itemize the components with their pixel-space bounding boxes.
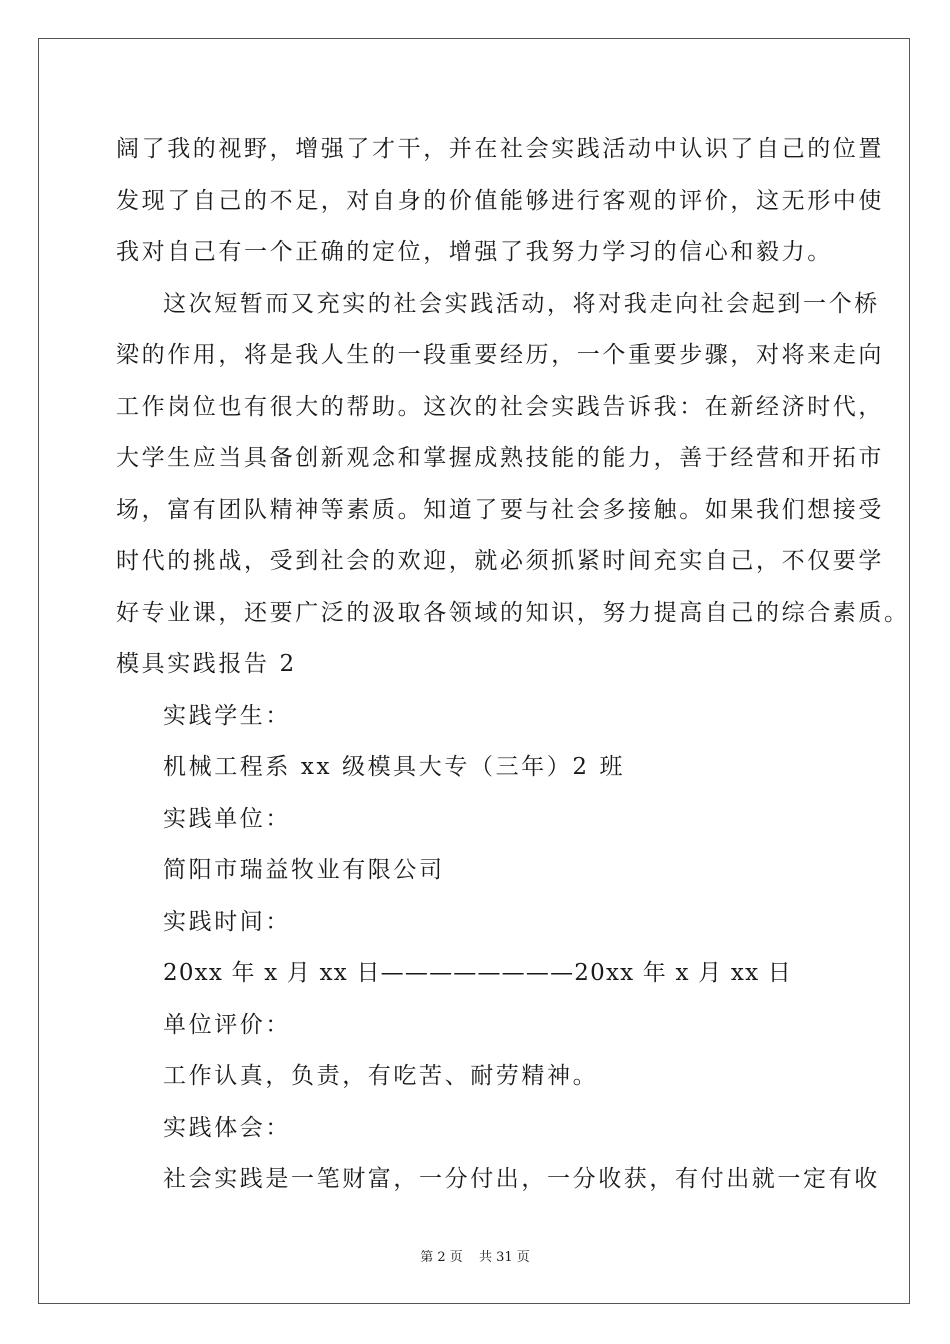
experience-label: 实践体会： bbox=[163, 1114, 291, 1141]
student-label: 实践学生： bbox=[163, 702, 291, 729]
text-line: 梁的作用，将是我人生的一段重要经历，一个重要步骤，对将来走向 bbox=[116, 342, 884, 368]
page-footer bbox=[0, 1246, 950, 1265]
time-label: 实践时间： bbox=[163, 908, 291, 935]
section-title: 模具实践报告 2 bbox=[116, 651, 297, 677]
unit-value: 简阳市瑞益牧业有限公司 bbox=[163, 857, 445, 883]
text-line: 这次短暂而又充实的社会实践活动，将对我走向社会起到一个桥 bbox=[163, 290, 880, 317]
time-value: 20xx 年 x 月 xx 日————————20xx 年 x 月 xx 日 bbox=[163, 960, 792, 986]
page-number: 第 2 页 bbox=[420, 1250, 463, 1265]
text-line: 大学生应当具备创新观念和掌握成熟技能的能力，善于经营和开拓市 bbox=[116, 445, 884, 471]
document-body bbox=[116, 124, 910, 1206]
page-total: 共 31 页 bbox=[478, 1250, 530, 1265]
experience-value: 社会实践是一笔财富，一分付出，一分收获，有付出就一定有收 bbox=[163, 1166, 880, 1192]
text-line: 好专业课，还要广泛的汲取各领域的知识，努力提高自己的综合素质。 bbox=[116, 599, 910, 626]
text-line: 我对自己有一个正确的定位，增强了我努力学习的信心和毅力。 bbox=[116, 239, 833, 265]
text-line: 工作岗位也有很大的帮助。这次的社会实践告诉我：在新经济时代， bbox=[116, 393, 884, 420]
text-line: 场，富有团队精神等素质。知道了要与社会多接触。如果我们想接受 bbox=[116, 496, 884, 523]
text-line: 时代的挑战，受到社会的欢迎，就必须抓紧时间充实自己，不仅要学 bbox=[116, 548, 884, 574]
unit-label: 实践单位： bbox=[163, 805, 291, 832]
text-line: 发现了自己的不足，对自身的价值能够进行客观的评价，这无形中使 bbox=[116, 187, 884, 214]
evaluation-value: 工作认真，负责，有吃苦、耐劳精神。 bbox=[163, 1063, 599, 1089]
text-line: 阔了我的视野，增强了才干，并在社会实践活动中认识了自己的位置 bbox=[116, 136, 884, 162]
student-value: 机械工程系 xx 级模具大专（三年）2 班 bbox=[163, 754, 626, 780]
evaluation-label: 单位评价： bbox=[163, 1011, 291, 1038]
